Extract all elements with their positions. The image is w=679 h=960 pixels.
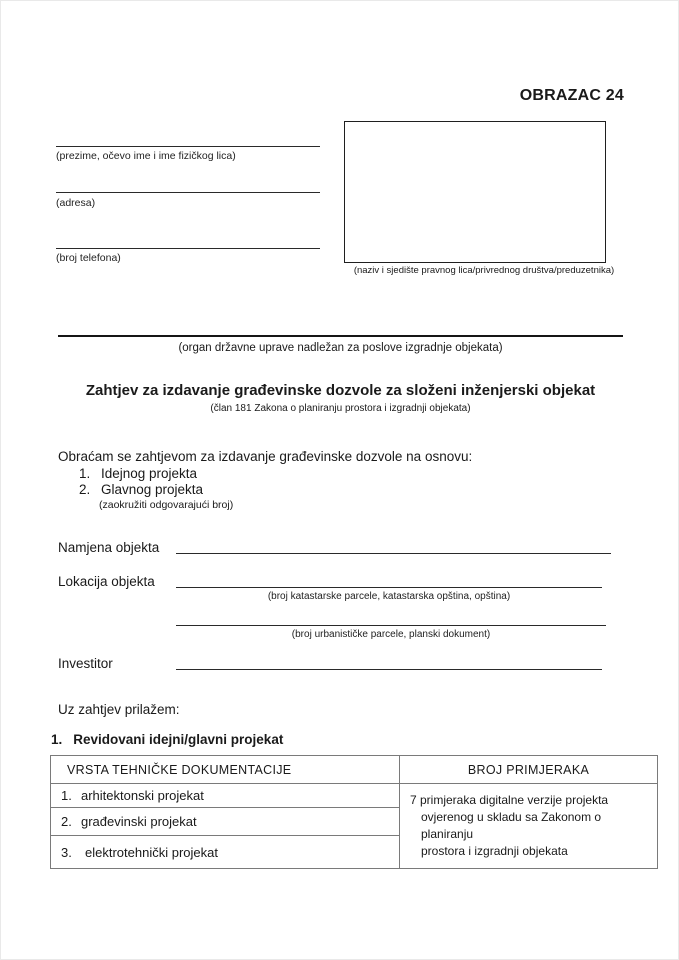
doc-type-cell-structural (51, 808, 400, 836)
legal-entity-caption: (naziv i sjedište pravnog lica/privrednog društva/preduzetnika) (353, 265, 615, 276)
document-title: Zahtjev za izdavanje građevinske dozvole za složeni inženjerski objekat (85, 382, 596, 399)
copies-note-line-2: ovjerenog u skladu sa Zakonom o planiranju (421, 810, 602, 841)
applicant-name-line (56, 133, 320, 147)
section-1-title: Revidovani idejni/glavni projekat (73, 732, 284, 747)
section-1-number: 1. (51, 732, 63, 747)
location-caption-cadastral: (broj katastarske parcele, katastarska opština, opština) (267, 591, 511, 602)
authority-line (58, 335, 623, 337)
applicant-name-caption: (prezime, očevo ime i ime fizičkog lica) (56, 150, 236, 162)
location-caption-urban: (broj urbanističke parcele, planski dokument) (291, 629, 491, 640)
row-3-number: 3. (61, 844, 72, 860)
row-3-label: elektrotehnički projekat (85, 844, 218, 860)
table-header-row (51, 756, 658, 784)
basis-option-2-number: 2. (79, 482, 91, 497)
form-code-label: OBRAZAC 24 (519, 87, 624, 104)
column-header-copies: BROJ PRIMJERAKA (400, 756, 658, 784)
document-subtitle: (član 181 Zakona o planiranju prostora i izgradnji objekata) (210, 403, 471, 414)
location-field-line-2 (176, 612, 606, 626)
location-field-label: Lokacija objekta (58, 574, 155, 589)
documentation-table (50, 755, 658, 869)
legal-entity-box (344, 121, 606, 263)
column-header-doc-type: VRSTA TEHNIČKE DOKUMENTACIJE (51, 756, 400, 784)
purpose-field-label: Namjena objekta (58, 540, 160, 555)
table-row (51, 784, 658, 808)
basis-option-1-label: Idejnog projekta (101, 466, 198, 481)
attachments-intro: Uz zahtjev prilažem: (58, 702, 180, 717)
row-1-number: 1. (61, 788, 72, 803)
applicant-address-caption: (adresa) (56, 197, 96, 209)
section-1-heading (51, 732, 283, 747)
basis-option-1-number: 1. (79, 466, 91, 481)
investor-field-label: Investitor (58, 656, 113, 671)
row-2-number: 2. (61, 814, 72, 829)
purpose-field-line (176, 540, 611, 554)
row-2-label: građevinski projekat (81, 814, 197, 829)
location-field-line-1 (176, 574, 602, 588)
copies-note-line-1: 7 primjeraka digitalne verzije projekta (410, 793, 609, 808)
copies-note-line-3: prostora i izgradnji objekata (421, 843, 568, 858)
applicant-phone-line (56, 235, 320, 249)
doc-type-cell-architectural (51, 784, 400, 808)
applicant-address-line (56, 179, 320, 193)
doc-type-cell-electrical (51, 836, 400, 869)
applicant-phone-caption: (broj telefona) (56, 252, 121, 264)
basis-options-note: (zaokružiti odgovarajući broj) (99, 499, 234, 511)
request-intro: Obraćam se zahtjevom za izdavanje građevinske dozvole na osnovu: (58, 449, 473, 464)
authority-caption: (organ državne uprave nadležan za poslove izgradnje objekata) (178, 342, 503, 354)
basis-option-2-label: Glavnog projekta (101, 482, 204, 497)
row-1-label: arhitektonski projekat (81, 788, 204, 803)
copies-note-cell (400, 784, 658, 869)
documentation-table-wrap (50, 755, 658, 869)
investor-field-line (176, 656, 602, 670)
